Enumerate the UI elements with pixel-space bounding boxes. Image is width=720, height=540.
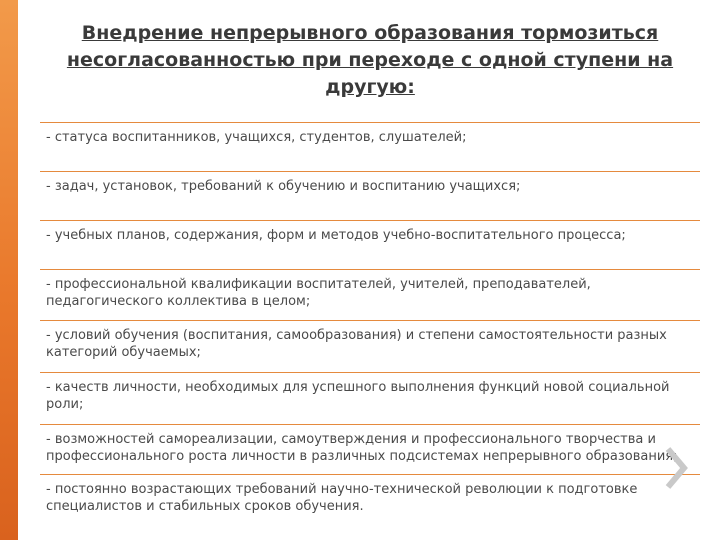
list-item	[40, 372, 700, 424]
list-item	[40, 269, 700, 320]
list-item-text: - качеств личности, необходимых для успешного выполнения функций новой социальной роли;	[46, 380, 670, 412]
list-item	[40, 320, 700, 372]
list-item	[40, 122, 700, 171]
list-item-text: - условий обучения (воспитания, самообразования) и степени самостоятельности разных категорий обучаемых;	[46, 328, 667, 360]
list-item	[40, 171, 700, 220]
accent-sidebar-bar	[0, 0, 18, 540]
list-item	[40, 220, 700, 269]
slide-title: Внедрение непрерывного образования тормозиться несогласованностью при переходе с одной ступени на другую:	[66, 22, 674, 98]
list-item-text: - профессиональной квалификации воспитателей, учителей, преподавателей, педагогического коллектива в целом;	[46, 277, 591, 309]
item-list	[40, 122, 700, 518]
list-item-text: - постоянно возрастающих требований научно-технической революции к подготовке специалистов и стабильных сроков обучения.	[46, 482, 638, 514]
next-slide-button[interactable]	[663, 446, 689, 490]
list-item-text: - статуса воспитанников, учащихся, студентов, слушателей;	[46, 130, 467, 145]
list-item-text: - возможностей самореализации, самоутверждения и профессионального творчества и профессионального роста личности в различных подсистемах непрерывного образования;	[46, 432, 678, 464]
list-item	[40, 474, 700, 518]
list-item	[40, 424, 700, 474]
chevron-right-icon	[663, 446, 689, 490]
list-item-text: - задач, установок, требований к обучению и воспитанию учащихся;	[46, 179, 521, 194]
list-item-text: - учебных планов, содержания, форм и методов учебно-воспитательного процесса;	[46, 228, 626, 243]
